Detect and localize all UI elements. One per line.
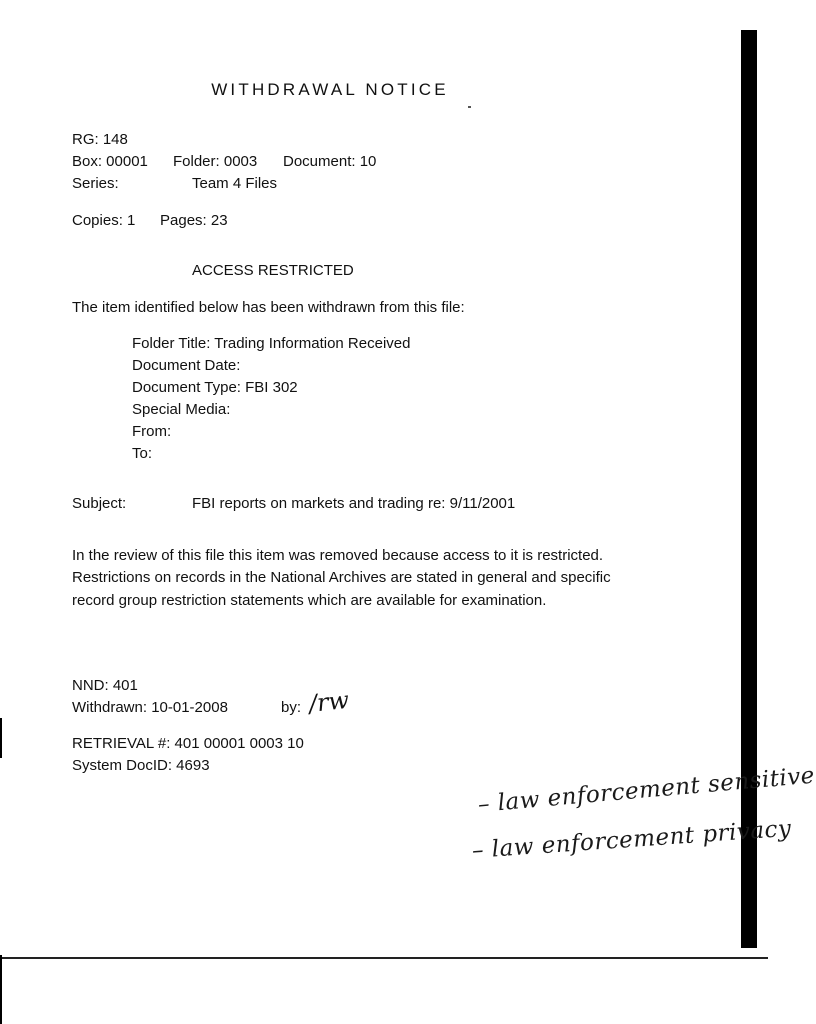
handwritten-note-sensitive: – law enforcement sensitive <box>476 762 816 818</box>
folder-number: Folder: 0003 <box>173 153 258 170</box>
document-type: Document Type: FBI 302 <box>132 379 298 396</box>
document-date: Document Date: <box>132 357 241 374</box>
subject-label: Subject: <box>72 495 127 512</box>
handwritten-note-privacy: – law enforcement privacy <box>471 815 793 864</box>
box-number: Box: 00001 <box>72 153 148 170</box>
series-value: Team 4 Files <box>192 175 278 192</box>
folder-title: Folder Title: Trading Information Received <box>132 335 411 352</box>
retrieval-number: RETRIEVAL #: 401 00001 0003 10 <box>72 735 304 752</box>
copies-count: Copies: 1 <box>72 212 136 229</box>
withdrawn-date: Withdrawn: 10-01-2008 <box>72 699 228 716</box>
scan-bottom-line <box>0 957 768 959</box>
by-label: by: <box>281 699 302 716</box>
scan-edge-bar <box>741 30 757 948</box>
subject-value: FBI reports on markets and trading re: 9/11/2001 <box>192 495 516 512</box>
reviewer-initials: /rw <box>307 685 351 718</box>
intro-text: The item identified below has been withdrawn from this file: <box>72 299 465 316</box>
scan-left-mark <box>0 718 2 758</box>
pages-count: Pages: 23 <box>160 212 228 229</box>
review-paragraph: In the review of this file this item was removed because access to it is restricted. Restrictions on records in the National Archives are stated in general and specific record group restriction statements which are available for examination. <box>72 547 611 609</box>
scan-left-mark-bottom <box>0 955 2 1024</box>
system-docid: System DocID: 4693 <box>72 757 210 774</box>
nnd-number: NND: 401 <box>72 677 138 694</box>
scan-speck <box>468 106 471 108</box>
rg-number: RG: 148 <box>72 131 128 148</box>
special-media: Special Media: <box>132 401 231 418</box>
page-title: WITHDRAWAL NOTICE <box>211 80 449 99</box>
to-field: To: <box>132 445 153 462</box>
from-field: From: <box>132 423 172 440</box>
access-restricted-heading: ACCESS RESTRICTED <box>192 262 354 279</box>
document-number: Document: 10 <box>283 153 377 170</box>
series-label: Series: <box>72 175 119 192</box>
